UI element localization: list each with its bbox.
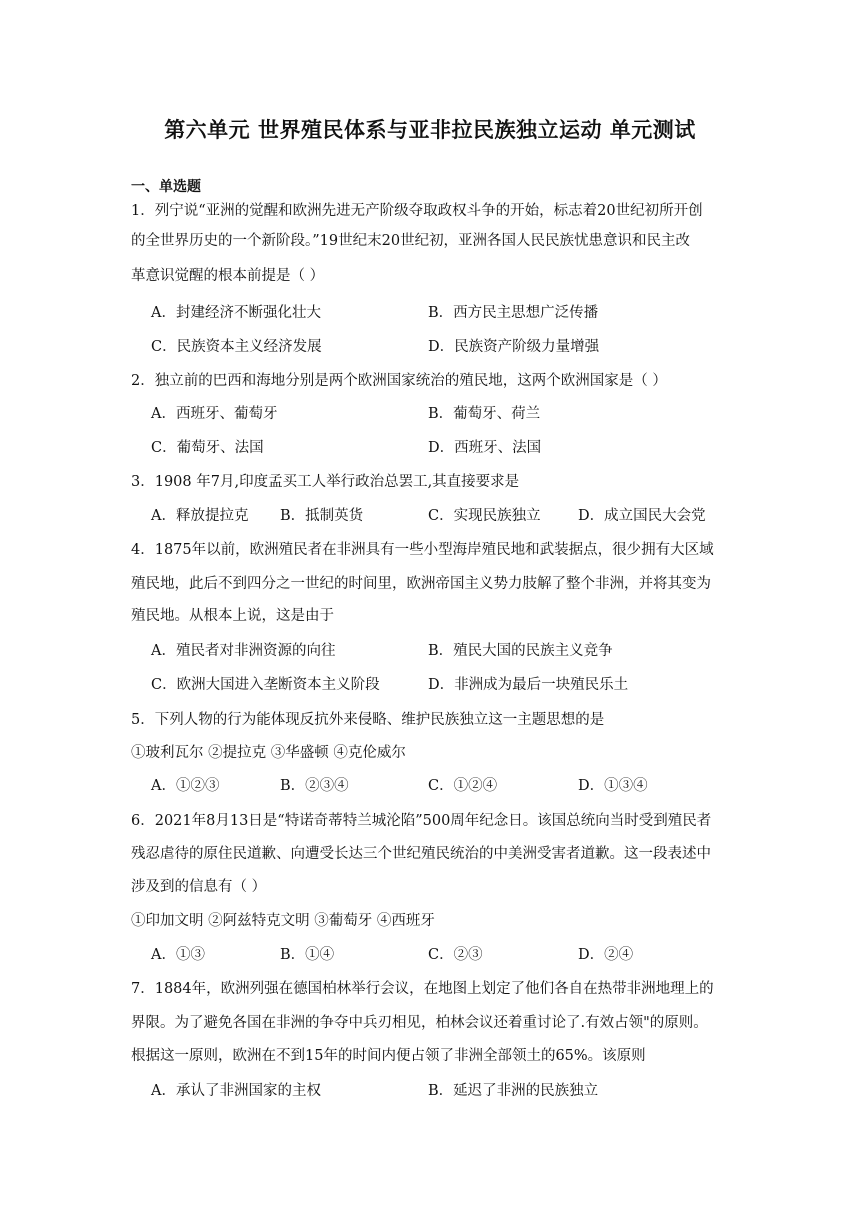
- q6-option-c: C．②③: [428, 947, 483, 963]
- q5-option-d: D．①③④: [578, 778, 648, 794]
- q7-stem-line: 界限。为了避免各国在非洲的争夺中兵刃相见，柏林会议还着重讨论了.有效占领"的原则。: [131, 1015, 708, 1031]
- q6-option-a: A．①③: [151, 947, 205, 963]
- q7-stem-line: 7．1884年，欧洲列强在德国柏林举行会议，在地图上划定了他们各自在热带非洲地理上的: [131, 981, 714, 997]
- q4-option-b: B．殖民大国的民族主义竞争: [428, 643, 613, 659]
- q2-stem-line: 2．独立前的巴西和海地分别是两个欧洲国家统治的殖民地，这两个欧洲国家是（ ）: [131, 373, 667, 389]
- q6-stem-line: 残忍虐待的原住民道歉、向遭受长达三个世纪殖民统治的中美洲受害者道歉。这一段表述中: [131, 846, 711, 862]
- q3-stem-line: 3．1908 年7月,印度孟买工人举行政治总罢工,其直接要求是: [131, 474, 520, 490]
- q4-stem-line: 4．1875年以前，欧洲殖民者在非洲具有一些小型海岸殖民地和武装据点，很少拥有大区域: [131, 542, 714, 558]
- q6-stem-line: 6．2021年8月13日是“特诺奇蒂特兰城沦陷”500周年纪念日。该国总统向当时受到殖民者: [131, 813, 712, 829]
- q4-stem-line: 殖民地，此后不到四分之一世纪的时间里，欧洲帝国主义势力肢解了整个非洲，并将其变为: [131, 576, 711, 592]
- q3-option-c: C．实现民族独立: [428, 508, 541, 524]
- q4-stem-line: 殖民地。从根本上说，这是由于: [131, 608, 334, 624]
- q3-option-d: D．成立国民大会党: [578, 508, 706, 524]
- q5-stem-line: ①玻利瓦尔 ②提拉克 ③华盛顿 ④克伦威尔: [131, 745, 406, 761]
- page-title: 第六单元 世界殖民体系与亚非拉民族独立运动 单元测试: [164, 118, 696, 142]
- q3-option-b: B．抵制英货: [280, 508, 364, 524]
- q2-option-b: B．葡萄牙、荷兰: [428, 406, 541, 422]
- q5-stem-line: 5．下列人物的行为能体现反抗外来侵略、维护民族独立这一主题思想的是: [131, 712, 605, 728]
- q6-option-b: B．①④: [280, 947, 335, 963]
- q3-option-a: A．释放提拉克: [151, 508, 249, 524]
- q6-stem-line: ①印加文明 ②阿兹特克文明 ③葡萄牙 ④西班牙: [131, 913, 435, 929]
- q6-stem-line: 涉及到的信息有（ ）: [131, 879, 267, 895]
- q4-option-c: C．欧洲大国进入垄断资本主义阶段: [151, 677, 380, 693]
- q1-option-d: D．民族资产阶级力量增强: [428, 339, 600, 355]
- q1-stem-line: 革意识觉醒的根本前提是（ ）: [131, 268, 325, 284]
- q2-option-c: C．葡萄牙、法国: [151, 440, 264, 456]
- q7-option-a: A．承认了非洲国家的主权: [151, 1083, 321, 1099]
- q2-option-a: A．西班牙、葡萄牙: [151, 406, 278, 422]
- q5-option-c: C．①②④: [428, 778, 498, 794]
- q1-stem-line: 的全世界历史的一个新阶段。”19世纪末20世纪初，亚洲各国人民民族忧患意识和民主改: [131, 233, 691, 249]
- q5-option-a: A．①②③: [151, 778, 220, 794]
- q1-option-a: A．封建经济不断强化壮大: [151, 305, 321, 321]
- q1-option-b: B．西方民主思想广泛传播: [428, 305, 599, 321]
- q1-option-c: C．民族资本主义经济发展: [151, 339, 322, 355]
- q7-stem-line: 根据这一原则，欧洲在不到15年的时间内便占领了非洲全部领土的65%。该原则: [131, 1048, 646, 1064]
- q7-option-b: B．延迟了非洲的民族独立: [428, 1083, 599, 1099]
- q1-stem-line: 1．列宁说“亚洲的觉醒和欧洲先进无产阶级夺取政权斗争的开始，标志着20世纪初所开创: [131, 203, 703, 219]
- q2-option-d: D．西班牙、法国: [428, 440, 542, 456]
- q6-option-d: D．②④: [578, 947, 634, 963]
- section-heading: 一、单选题: [131, 179, 201, 195]
- q4-option-a: A．殖民者对非洲资源的向往: [151, 643, 336, 659]
- q5-option-b: B．②③④: [280, 778, 349, 794]
- q4-option-d: D．非洲成为最后一块殖民乐土: [428, 677, 629, 693]
